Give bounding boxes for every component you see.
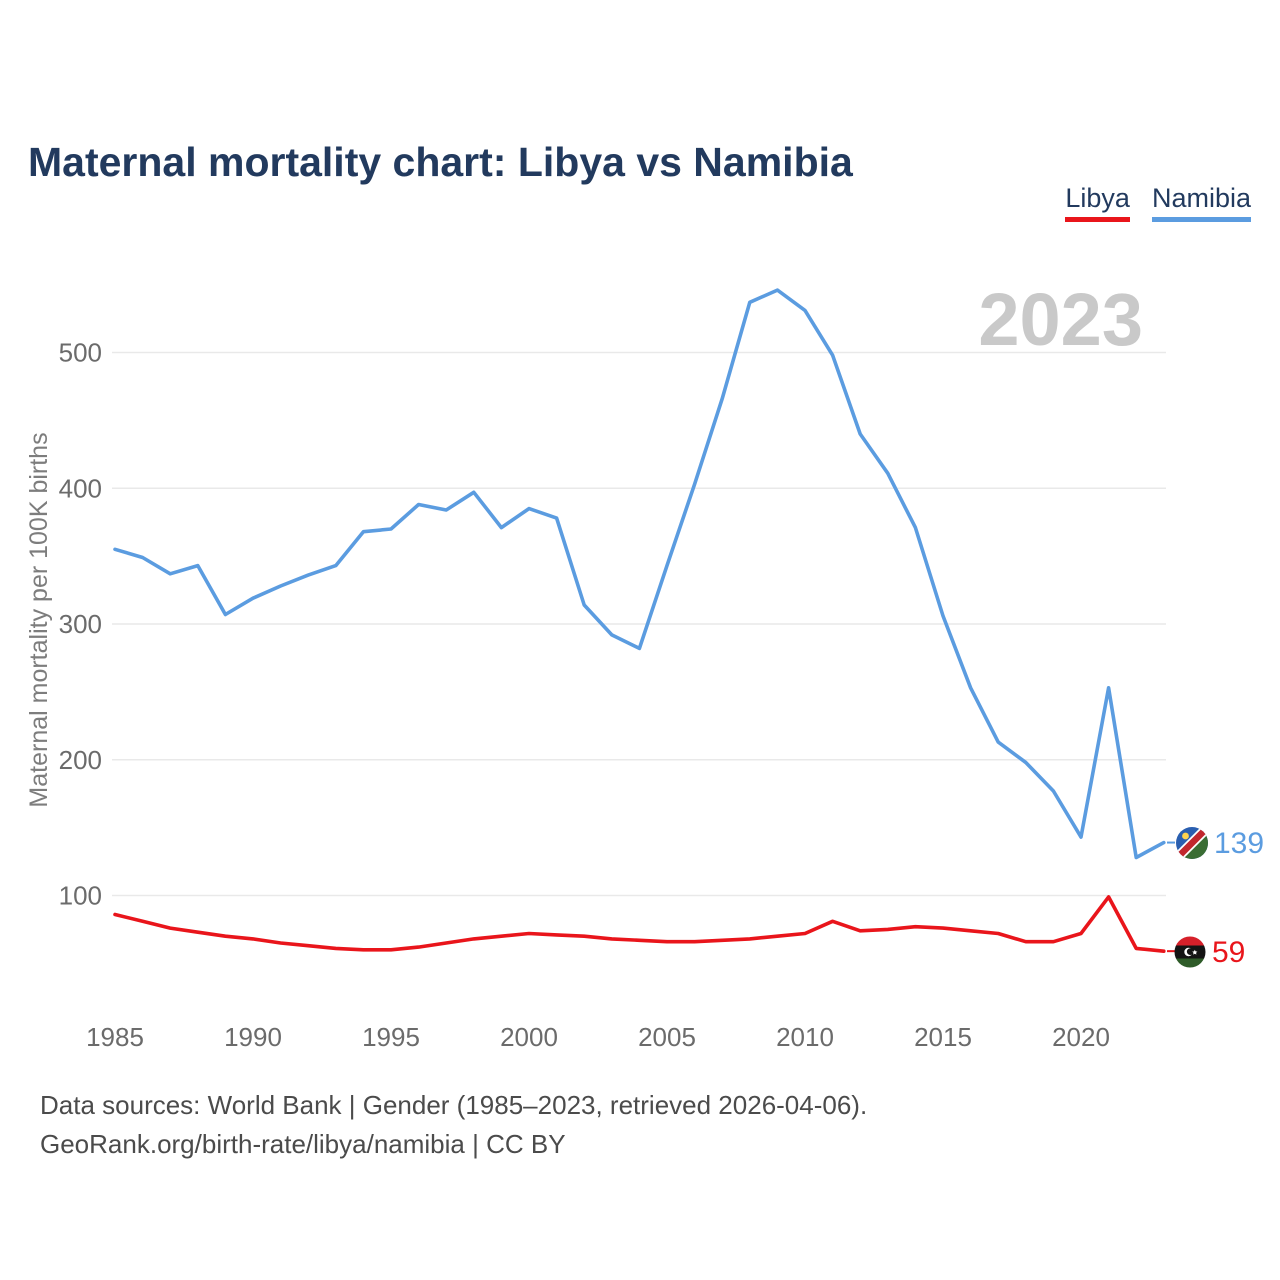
y-tick-label: 300 — [58, 609, 102, 639]
footer-sources: Data sources: World Bank | Gender (1985–2023, retrieved 2026-04-06). — [40, 1090, 868, 1120]
y-tick-label: 400 — [58, 473, 102, 504]
data-lines — [115, 290, 1175, 951]
y-tick-label: 200 — [58, 744, 102, 775]
libya-line — [115, 897, 1164, 951]
legend-item-namibia[interactable]: Namibia — [1152, 183, 1251, 222]
namibia-line — [115, 290, 1164, 857]
x-tick-label: 1985 — [86, 1022, 144, 1052]
axis-ticks — [59, 338, 1110, 1053]
footer — [40, 1086, 867, 1164]
libya-flag-icon — [1174, 936, 1206, 968]
x-tick-label: 2020 — [1052, 1022, 1110, 1052]
libya-end-value: 59 — [1212, 936, 1246, 969]
x-tick-label: 1995 — [362, 1022, 420, 1052]
y-tick-label: 100 — [58, 880, 102, 911]
y-axis-title: Maternal mortality per 100K births — [25, 432, 53, 808]
x-tick-label: 2005 — [638, 1022, 696, 1052]
legend-item-libya[interactable]: Libya — [1065, 183, 1130, 222]
x-tick-label: 2000 — [500, 1022, 558, 1052]
x-tick-label: 2015 — [914, 1022, 972, 1052]
namibia-end-value: 139 — [1214, 827, 1265, 860]
year-watermark: 2023 — [978, 278, 1143, 361]
gridlines — [112, 353, 1166, 896]
y-tick-label: 500 — [58, 337, 102, 368]
page-title: Maternal mortality chart: Libya vs Namibia — [28, 139, 853, 186]
footer-attribution: GeoRank.org/birth-rate/libya/namibia | CC BY — [40, 1129, 566, 1159]
x-tick-label: 1990 — [224, 1022, 282, 1052]
namibia-flag-icon — [1176, 827, 1208, 859]
x-tick-label: 2010 — [776, 1022, 834, 1052]
